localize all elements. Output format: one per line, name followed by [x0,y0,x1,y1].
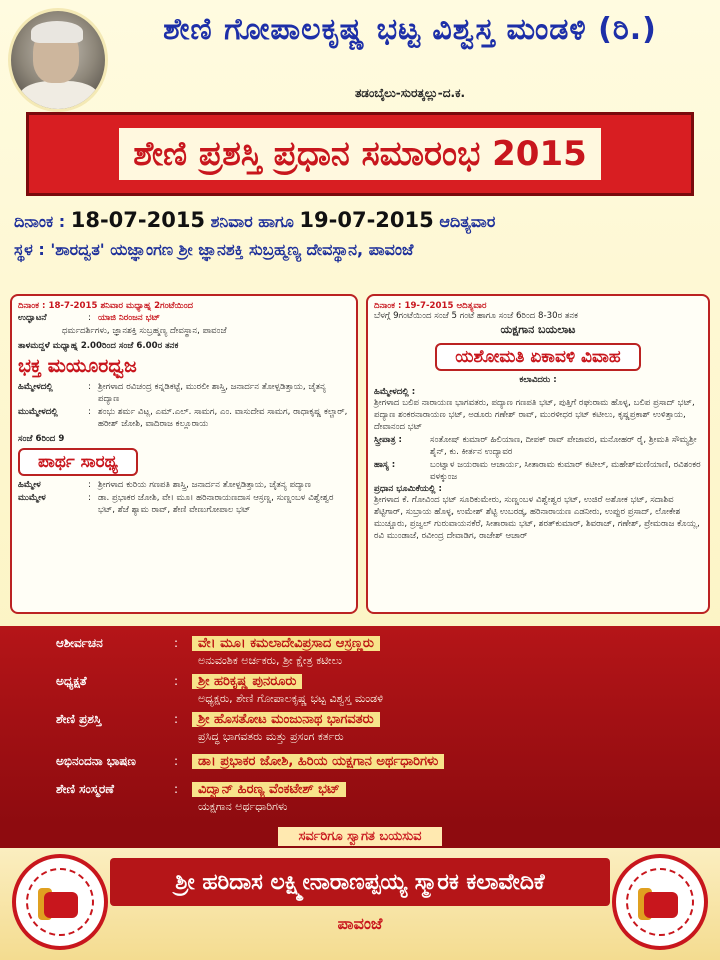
guest-name: ವಿದ್ವಾನ್ ಹಿರಣ್ಯ ವೆಂಕಟೇಶ್ ಭಟ್ [192,782,346,797]
hasya-label: ಹಾಸ್ಯ : [374,460,396,470]
play-1-mummela: ಶಂಭು ಶರ್ಮ ವಿಟ್ಲ, ಎಮ್.ಎಲ್. ಸಾಮಗ, ಎಂ. ವಾಸುದೇವ ಸಾಮಗ, ರಾಧಾಕೃಷ್ಣ ಕಲ್ಚಾರ್, ಹರೀಶ್ ಜೋಶಿ, ವಾದಿರಾಜ ಕಲ್ಲೂರಾಯ [98,407,348,429]
play-2-mummela-label: ಮುಮ್ಮೇಳ [18,493,46,503]
panel-time: ಬೆಳಗ್ಗೆ 9ಗಂಟೆಯಿಂದ ಸಂಜೆ 5 ಗಂಟೆ ಹಾಗೂ ಸಂಜೆ 6ರಿಂದ 8-30ರ ತನಕ [374,311,579,321]
play-1-himmela-label: ಹಿಮ್ಮೇಳದಲ್ಲಿ [18,382,53,392]
guest-name: ಶ್ರೀ ಹರಿಕೃಷ್ಣ ಪುನರೂರು [192,674,302,689]
panel-date: ದಿನಾಂಕ : 18-7-2015 ಶನಿವಾರ ಮಧ್ಯಾಹ್ನ 2ಗಂಟೆಯಿಂದ [18,301,194,311]
yakshagana-heading: ಯಕ್ಷಗಾನ ಬಯಲಾಟ [500,323,576,336]
footer [0,848,720,960]
play-1-title: ಭಕ್ತ ಮಯೂರಧ್ವಜ [18,355,137,377]
himmela-list: ಶ್ರೀಗಳಾದ ಬಲಿಪ ನಾರಾಯಣ ಭಾಗವತರು, ಪದ್ಯಾಣ ಗಣಪತಿ ಭಟ್, ಪುತ್ತಿಗೆ ರಘುರಾಮ ಹೊಳ್ಳ, ಬಲಿಪ ಪ್ರಸಾದ್ ಭಟ್, ಪದ್ಯಾಣ ಶಂಕರನಾರಾಯಣ ಭಟ್, ಅಡೂರು ಗಣೇಶ್ ರಾವ್, ಮುರಳೀಧರ ಭಟ್ ಕಟೀಲು, ಕೃಷ್ಣಪ್ರಕಾಶ್ ಉಳಿತ್ತಾಯ, ದೇವಾನಂದ ಭಟ್ [374,398,695,432]
day-2: ಆದಿತ್ಯವಾರ [439,212,496,231]
left-seal-logo [12,854,108,950]
venue-line: ಸ್ಥಳ : 'ಶಾರದ್ವತ' ಯಜ್ಞಾಂಗಣ ಶ್ರೀ ಜ್ಞಾನಶಕ್ತಿ ಸುಬ್ರಹ್ಮಣ್ಯ ದೇವಸ್ಥಾನ, ಪಾವಂಜೆ [14,240,414,259]
panel-date: ದಿನಾಂಕ : 19-7-2015 ಆದಿತ್ಯವಾರ [374,301,487,311]
welcome-bar [0,824,720,848]
guest-desc: ಅನುವಂಶಿಕ ಅರ್ಚಕರು, ಶ್ರೀ ಕ್ಷೇತ್ರ ಕಟೀಲು [198,654,343,667]
date-1: 18-07-2015 [70,208,206,232]
guest-role: ಶೇಣಿ ಸಂಸ್ಮರಣೆ [56,782,114,796]
right-seal-logo [612,854,708,950]
guest-desc: ಪ್ರಸಿದ್ಧ ಭಾಗವತರು ಮತ್ತು ಪ್ರಸಂಗ ಕರ್ತರು [198,730,344,743]
inauguration-name: ಯಾಜಿ ನಿರಂಜನ ಭಟ್ [98,313,160,323]
artists-label: ಕಲಾವಿದರು : [519,375,557,385]
guest-role: ಶೇಣಿ ಪ್ರಶಸ್ತಿ [56,712,102,726]
guest-name: ಶ್ರೀ ಹೊಸತೋಟ ಮಂಜುನಾಥ ಭಾಗವತರು [192,712,380,727]
organizer-place: ಪಾವಂಜೆ [337,914,383,933]
pradhana-list: ಶ್ರೀಗಳಾದ ಕೆ. ಗೋವಿಂದ ಭಟ್ ಸೂರಿಕುಮೇರು, ಸುಣ್ಣಂಬಳ ವಿಶ್ವೇಶ್ವರ ಭಟ್, ಉಜಿರೆ ಅಶೋಕ ಭಟ್, ಸದಾಶಿವ ಶೆಟ್ಟಿಗಾರ್, ಸುಬ್ರಾಯ ಹೊಳ್ಳ, ಉಮೇಶ್ ಶೆಟ್ಟಿ ಉಬರಡ್ಕ, ಹರಿನಾರಾಯಣ ಎಡನೀರು, ಉಪ್ಪುರ ಪ್ರಸಾದ್, ಲೋಕೇಶ ಮುಚ್ಚೂರು, ಪ್ರಜ್ವಲ್ ಗುರುವಾಯನಕೆರೆ, ಸೀತಾರಾಮ ಭಟ್, ಶರತ್‌ಕುಮಾರ್, ಶಿವರಾಜ್, ಗಣೇಶ್, ಪ್ರೇಮರಾಜ ಕೊಯ್ಲ, ರವಿ ಮುಂಡಾಜೆ, ರವೀಂದ್ರ ದೇವಾಡಿಗ, ರಾಜೇಶ್ ಆಚಾರ್ [374,495,700,541]
founder-photo [8,8,108,112]
guests-section: ಆಶೀರ್ವಚನ : ವೇ। ಮೂ। ಕಮಲಾದೇವಿಪ್ರಸಾದ ಆಸ್ರಣ್ಣರು ಅನುವಂಶಿಕ ಅರ್ಚಕರು, ಶ್ರೀ ಕ್ಷೇತ್ರ ಕಟೀಲು ಅಧ್ಯಕ್ಷತೆ : ಶ್ರೀ ಹರಿಕೃಷ್ಣ ಪುನರೂರು ಅಧ್ಯಕ್ಷರು, ಶೇಣಿ ಗೋಪಾಲಕೃಷ್ಣ ಭಟ್ಟ ವಿಶ್ವಸ್ತ ಮಂಡಳಿ ಶೇಣಿ ಪ್ರಶಸ್ತಿ : ಶ್ರೀ ಹೊಸತೋಟ ಮಂಜುನಾಥ ಭಾಗವತರು ಪ್ರಸಿದ್ಧ ಭಾಗವತರು ಮತ್ತು ಪ್ರಸಂಗ ಕರ್ತರು ಅಭಿನಂದನಾ ಭಾಷಣ : ಡಾ। ಪ್ರಭಾಕರ ಜೋಶಿ, ಹಿರಿಯ ಯಕ್ಷಗಾನ ಅರ್ಥಧಾರಿಗಳು ಶೇಣಿ ಸಂಸ್ಮರಣೆ : ವಿದ್ವಾನ್ ಹಿರಣ್ಯ ವೆಂಕಟೇಶ್ ಭಟ್ ಯಕ್ಷಗಾನ ಅರ್ಥಧಾರಿಗಳು [0,626,720,824]
hasya-list: ಬಂಟ್ವಾಳ ಜಯರಾಮ ಆಚಾರ್ಯ, ಸೀತಾರಾಮ ಕುಮಾರ್ ಕಟೀಲ್, ಮಹೇಶ್‌ಮಣಿಯಾಣಿ, ರವಿಶಂಕರ ವಳಕ್ಕುಂಜ [430,460,701,482]
day-2-program-panel [366,294,710,614]
trust-place: ತಡಂಬೈಲು-ಸುರತ್ಕಲ್ಲು-ದ.ಕ. [354,86,466,100]
guest-role: ಆಶೀರ್ವಚನ [56,636,103,650]
inauguration-desc: ಧರ್ಮದರ್ಶಿಗಳು, ಜ್ಞಾನಶಕ್ತಿ ಸುಬ್ರಹ್ಮಣ್ಯ ದೇವಸ್ಥಾನ, ಪಾವಂಜೆ [62,326,227,336]
guest-role: ಅಭಿನಂದನಾ ಭಾಷಣ [56,754,136,768]
welcome-text: ಸರ್ವರಿಗೂ ಸ್ವಾಗತ ಬಯಸುವ [278,827,441,846]
play-2-himmela: ಶ್ರೀಗಳಾದ ಕುರಿಯ ಗಣಪತಿ ಶಾಸ್ತ್ರಿ, ಜನಾರ್ದನ ತೋಳ್ಪಡಿತ್ತಾಯ, ಚೈತನ್ಯ ಪದ್ಯಾಣ [98,480,311,490]
inauguration-label: ಉದ್ಘಾಟನೆ [18,313,47,323]
trust-name: ಶೇಣಿ ಗೋಪಾಲಕೃಷ್ಣ ಭಟ್ಟ ವಿಶ್ವಸ್ತ ಮಂಡಳಿ (ರಿ.) [163,12,657,47]
play-2-title: ಪಾರ್ಥ ಸಾರಥ್ಯ [18,448,138,476]
play-2-mummela: ಡಾ. ಪ್ರಭಾಕರ ಜೋಶಿ, ವೇ। ಮೂ। ಹರಿನಾರಾಯಣದಾಸ ಆಸ್ರಣ್ಣ, ಸುಣ್ಣಂಬಳ ವಿಶ್ವೇಶ್ವರ ಭಟ್, ಶೆಜೆ ಶ್ಯಾಮ ರಾವ್, ಶೇಣಿ ವೇಣುಗೋಪಾಲ ಭಟ್ [98,493,334,515]
date-2: 19-07-2015 [299,208,434,232]
guest-role: ಅಧ್ಯಕ್ಷತೆ [56,674,87,688]
talamaddale-time: ತಾಳಮದ್ದಳೆ ಮಧ್ಯಾಹ್ನ 2.00ರಿಂದ ಸಂಜೆ 6.00ರ ತನಕ [18,341,179,351]
organizer-name-banner [110,858,610,906]
play-2-himmela-label: ಹಿಮ್ಮೇಳ [18,480,41,490]
play-1-himmela: ಶ್ರೀಗಳಾದ ರವಿಚಂದ್ರ ಕನ್ನಡಿಕಟ್ಟೆ, ಮುರಲೀ ಶಾಸ್ತ್ರಿ, ಜನಾರ್ದನ ತೋಳ್ಪಡಿತ್ತಾಯ, ಚೈತನ್ಯ ಪದ್ಯಾಣ [98,382,326,404]
guest-name: ಡಾ। ಪ್ರಭಾಕರ ಜೋಶಿ, ಹಿರಿಯ ಯಕ್ಷಗಾನ ಅರ್ಥಧಾರಿಗಳು [192,754,444,769]
guest-name: ವೇ। ಮೂ। ಕಮಲಾದೇವಿಪ್ರಸಾದ ಆಸ್ರಣ್ಣರು [192,636,380,651]
evening-time: ಸಂಜೆ 6ರಿಂದ 9 [18,434,65,444]
day-1: ಶನಿವಾರ ಹಾಗೂ [210,212,294,231]
day-1-program-panel: ದಿನಾಂಕ : 18-7-2015 ಶನಿವಾರ ಮಧ್ಯಾಹ್ನ 2ಗಂಟೆಯಿಂದ ಉದ್ಘಾಟನೆ : ಯಾಜಿ ನಿರಂಜನ ಭಟ್ ಧರ್ಮದರ್ಶಿಗಳು, ಜ್ಞಾನಶಕ್ತಿ ಸುಬ್ರಹ್ಮಣ್ಯ ದೇವಸ್ಥಾನ, ಪಾವಂಜೆ ತಾಳಮದ್ದಳೆ ಮಧ್ಯಾಹ್ನ 2.00ರಿಂದ ಸಂಜೆ 6.00ರ ತನಕ ಭಕ್ತ ಮಯೂರಧ್ವಜ ಹಿಮ್ಮೇಳದಲ್ಲಿ : ಶ್ರೀಗಳಾದ ರವಿಚಂದ್ರ ಕನ್ನಡಿಕಟ್ಟೆ, ಮುರಲೀ ಶಾಸ್ತ್ರಿ, ಜನಾರ್ದನ ತೋಳ್ಪಡಿತ್ತಾಯ, ಚೈತನ್ಯ ಪದ್ಯಾಣ ಮುಮ್ಮೇಳದಲ್ಲಿ : ಶಂಭು ಶರ್ಮ ವಿಟ್ಲ, ಎಮ್.ಎಲ್. ಸಾಮಗ, ಎಂ. ವಾಸುದೇವ ಸಾಮಗ, ರಾಧಾಕೃಷ್ಣ ಕಲ್ಚಾರ್, ಹರೀಶ್ ಜೋಶಿ, ವಾದಿರಾಜ ಕಲ್ಲೂರಾಯ ಸಂಜೆ 6ರಿಂದ 9 ಪಾರ್ಥ ಸಾರಥ್ಯ ಹಿಮ್ಮೇಳ : ಶ್ರೀಗಳಾದ ಕುರಿಯ ಗಣಪತಿ ಶಾಸ್ತ್ರಿ, ಜನಾರ್ದನ ತೋಳ್ಪಡಿತ್ತಾಯ, ಚೈತನ್ಯ ಪದ್ಯಾಣ ಮುಮ್ಮೇಳ : ಡಾ. ಪ್ರಭಾಕರ ಜೋಶಿ, ವೇ। ಮೂ। ಹರಿನಾರಾಯಣದಾಸ ಆಸ್ರಣ್ಣ, ಸುಣ್ಣಂಬಳ ವಿಶ್ವೇಶ್ವರ ಭಟ್, ಶೆಜೆ ಶ್ಯಾಮ ರಾವ್, ಶೇಣಿ ವೇಣುಗೋಪಾಲ ಭಟ್ [10,294,358,614]
date-line [14,208,714,232]
guest-desc: ಯಕ್ಷಗಾನ ಅರ್ಥಧಾರಿಗಳು [198,800,288,813]
date-label: ದಿನಾಂಕ : [14,212,66,231]
play-3-title: ಯಶೋಮತಿ ಏಕಾವಳಿ ವಿವಾಹ [435,343,640,371]
guest-desc: ಅಧ್ಯಕ್ಷರು, ಶೇಣಿ ಗೋಪಾಲಕೃಷ್ಣ ಭಟ್ಟ ವಿಶ್ವಸ್ತ ಮಂಡಳಿ [198,692,384,705]
pradhana-label: ಪ್ರಧಾನ ಭೂಮಿಕೆಯಲ್ಲಿ : [374,484,442,494]
stree-label: ಸ್ತ್ರೀಪಾತ್ರ : [374,435,402,445]
stree-list: ಸಂತೋಷ್ ಕುಮಾರ್ ಹಿಲಿಯಾಣ, ದೀಪಕ್ ರಾವ್ ಪೇಜಾವರ, ಮನೋಹರ್ ರೈ, ಶ್ರೀಮತಿ ಸೌಮ್ಯಶ್ರೀ ಶೈನ್, ಕು. ಕೀರ್ತನ ಉದ್ಯಾವರ [430,435,697,457]
himmela-label: ಹಿಮ್ಮೇಳದಲ್ಲಿ : [374,387,416,397]
organizer-name: ಶ್ರೀ ಹರಿದಾಸ ಲಕ್ಷ್ಮೀನಾರಾಣಪ್ಪಯ್ಯ ಸ್ಮಾರಕ ಕಲಾವೇದಿಕೆ [175,869,545,895]
event-title: ಶೇಣಿ ಪ್ರಶಸ್ತಿ ಪ್ರಧಾನ ಸಮಾರಂಭ 2015 [119,128,601,180]
event-title-banner [26,112,694,196]
play-1-mummela-label: ಮುಮ್ಮೇಳದಲ್ಲಿ [18,407,58,417]
